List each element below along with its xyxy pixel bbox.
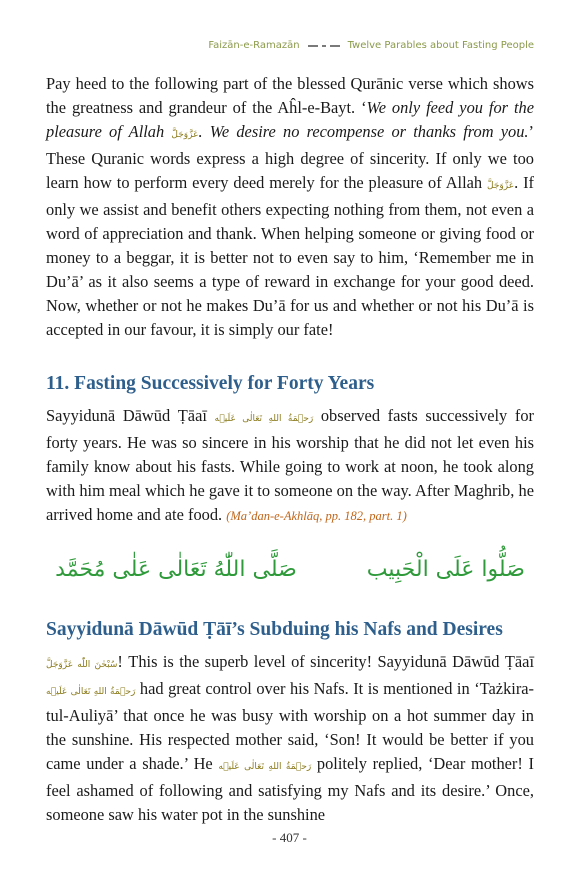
salawat-response: صَلَّى اللّٰهُ تَعَالٰى عَلٰى مُحَمَّد xyxy=(55,557,297,582)
honorific-arabic: رَحۡمَةُ اللهِ تَعَالٰی عَلَيۡه xyxy=(218,762,312,772)
section-heading-forty-years: 11. Fasting Successively for Forty Years xyxy=(46,373,375,394)
honorific-arabic: عَزَّوَجَلَّ xyxy=(171,130,199,140)
salawat-call: صَلُّوا عَلَى الْحَبِيب xyxy=(366,557,525,582)
header-separator xyxy=(308,45,340,47)
paragraph-forty-years: Sayyidunā Dāwūd Ṭāaī رَحۡمَةُ اللهِ تَعَالٰی عَلَيۡه observed fasts successively for forty years. He was so sincere in his worship that he did not let even his family know about his fasts. While going to work at noon, he took along with him meal which he gave it to someone on the way. After Maghrib, he arrived home and ate food. (Ma’dan-e-Akhlāq, pp. 182, part. 1) xyxy=(46,406,534,524)
honorific-arabic: رَحۡمَةُ اللهِ تَعَالٰی عَلَيۡه xyxy=(46,687,136,697)
running-header xyxy=(45,40,534,51)
paragraph-subduing-nafs: سُبْحٰنَ اللّٰه عَزَّوَجَلَّ! This is the superb level of sincerity! Sayyidunā Dāwūd Ṭāaī رَحۡمَةُ اللهِ تَعَالٰی عَلَيۡه had great control over his Nafs. It is mentioned in ‘Tażkira-tul-Auliyā’ that once he was busy with worship on a hot summer day in the sunshine. His respected mother said, ‘Son! It would be better if you came under a shade.’ He رَحۡمَةُ اللهِ تَعَالٰی عَلَيۡه politely replied, ‘Dear mother! I feel ashamed of following and satisfying my Nafs and its desire.’ Once, someone saw his water pot in the sunshine xyxy=(46,652,535,824)
reference-citation: (Ma’dan-e-Akhlāq, pp. 182, part. 1) xyxy=(226,509,407,523)
page-body xyxy=(46,72,534,827)
chapter-title: Twelve Parables about Fasting People xyxy=(347,40,534,51)
book-title: Faizān-e-Ramazān xyxy=(208,40,300,51)
section-heading-subduing-nafs: Sayyidunā Dāwūd Ṭāī’s Subduing his Nafs and Desires xyxy=(46,619,503,640)
paragraph-intro: Pay heed to the following part of the blessed Qurānic verse which shows the greatness and grandeur of the Aĥl-e-Bayt. ‘We only feed you for the pleasure of Allah عَزَّوَجَلَّ. We desire no recompense or thanks from you.’ These Quranic words express a high degree of sincerity. If only we too learn how to perform every deed merely for the pleasure of Allah عَزَّوَجَلَّ. If only we assist and benefit others expecting nothing from them, not even a word of appreciation and thank. When helping someone or giving food or money to a beggar, it is better not to even say to him, ‘Remember me in Du’ā’ as it also seems a type of reward in exchange for your good deed. Now, whether or not he makes Du’ā for us and whether or not his Du’ā is accepted in our favour, it is simply our fate! xyxy=(46,74,534,339)
salawat-line xyxy=(46,550,534,590)
honorific-arabic: رَحۡمَةُ اللهِ تَعَالٰی عَلَيۡه xyxy=(214,414,314,424)
honorific-arabic: عَزَّوَجَلَّ xyxy=(487,181,515,191)
page-number: - 407 - xyxy=(272,830,307,845)
subhanallah-arabic: سُبْحٰنَ اللّٰه عَزَّوَجَلَّ xyxy=(46,660,118,670)
